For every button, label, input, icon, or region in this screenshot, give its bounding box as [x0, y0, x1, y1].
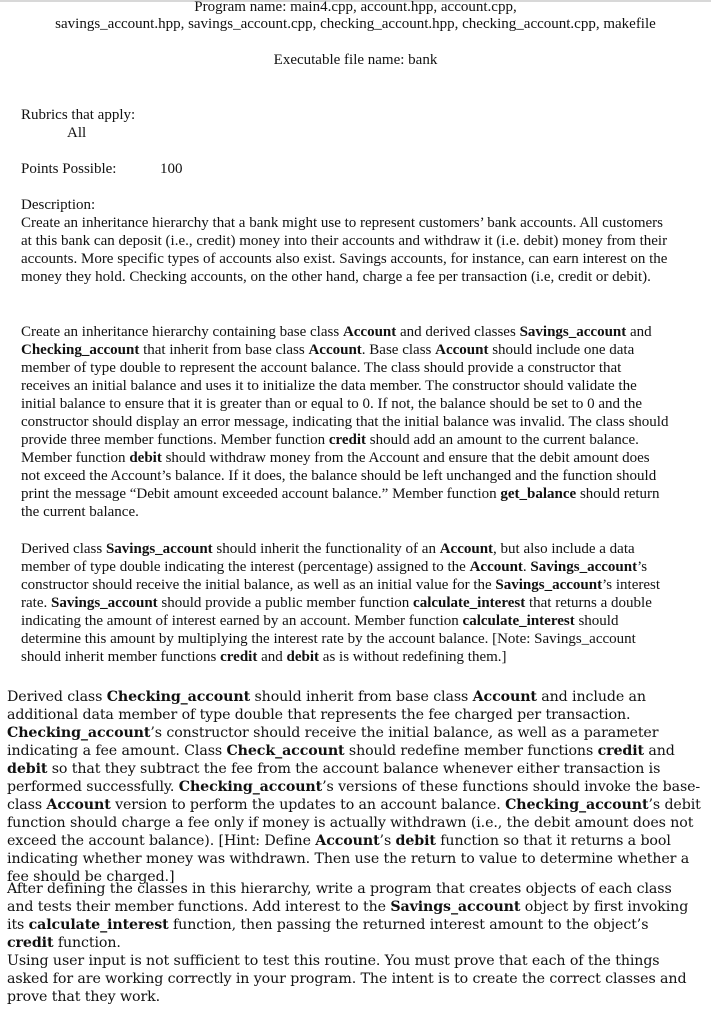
rubrics-label: Rubrics that apply: [21, 107, 136, 123]
description-paragraph-3: Derived class Savings_account should inherit the functionality of an Account, but also include a data member of type double indicating the interest (percentage) assigned to the Account. Savings_account’s constructor should receive the initial balance, as well as an initial value for the Savings_account’s interest rate. Savings_account should provide a public member function calculate_interest that returns a double indicating the amount of interest earned by an account. Member function calculate_interest should determine this amount by multiplying the interest rate by the account balance. [Note: Savings_account should inherit member functions credit and debit as is without redefining them.] [21, 541, 661, 665]
description-paragraph-5: After defining the classes in this hierarchy, write a program that creates objects of each class and tests their member functions. Add interest to the Savings_account object by first invoking its calculate_interest function, then passing the returned interest amount to the object’s credit function. [7, 881, 689, 951]
program-name-line-1: Program name: main4.cpp, account.hpp, account.cpp, [194, 0, 517, 15]
description-paragraph-2: Create an inheritance hierarchy containing base class Account and derived classes Savings_account and Checking_account that inherit from base class Account. Base class Account should include one data member of type double to represent the account balance. The class should provide a constructor that receives an initial balance and uses it to initialize the data member. The constructor should validate the initial balance to ensure that it is greater than or equal to 0. If not, the balance should be set to 0 and the constructor should display an error message, indicating that the initial balance was invalid. The class should provide three member functions. Member function credit should add an amount to the current balance. Member function debit should withdraw money from the Account and ensure that the debit amount does not exceed the Account’s balance. If it does, the balance should be left unchanged and the function should print the message “Debit amount exceeded account balance.” Member function get_balance should return the current balance. [21, 324, 669, 520]
executable-name: Executable file name: bank [273, 52, 438, 68]
points-value: 100 [160, 161, 183, 177]
program-name-line-2: savings_account.hpp, savings_account.cpp, checking_account.hpp, checking_account.cpp, makefile [55, 16, 656, 32]
points-label: Points Possible: [21, 161, 117, 177]
description-paragraph-4: Derived class Checking_account should inherit from base class Account and include an additional data member of type double that represents the fee charged per transaction. Checking_account’s constructor should receive the initial balance, as well as a parameter indicating a fee amount. Class Check_account should redefine member functions credit and debit so that they subtract the fee from the account balance whenever either transaction is performed successfully. Checking_account’s versions of these functions should invoke the base-class Account version to perform the updates to an account balance. Checking_account’s debit function should charge a fee only if money is actually withdrawn (i.e., the debit amount does not exceed the account balance). [Hint: Define Account’s debit function so that it returns a bool indicating whether money was withdrawn. Then use the return to value to determine whether a fee should be charged.] [7, 689, 701, 885]
description-paragraph-6: Using user input is not sufficient to test this routine. You must prove that each of the things asked for are working correctly in your program. The intent is to create the correct classes and prove that they work. [7, 953, 687, 1005]
description-label: Description: [21, 197, 96, 213]
rubrics-value: All [67, 125, 87, 141]
description-paragraph-1: Create an inheritance hierarchy that a bank might use to represent customers’ bank accounts. All customers at this bank can deposit (i.e., credit) money into their accounts and withdraw it (i.e. debit) money from their accounts. More specific types of accounts also exist. Savings accounts, for instance, can earn interest on the money they hold. Checking accounts, on the other hand, charge a fee per transaction (i.e, credit or debit). [21, 215, 668, 285]
